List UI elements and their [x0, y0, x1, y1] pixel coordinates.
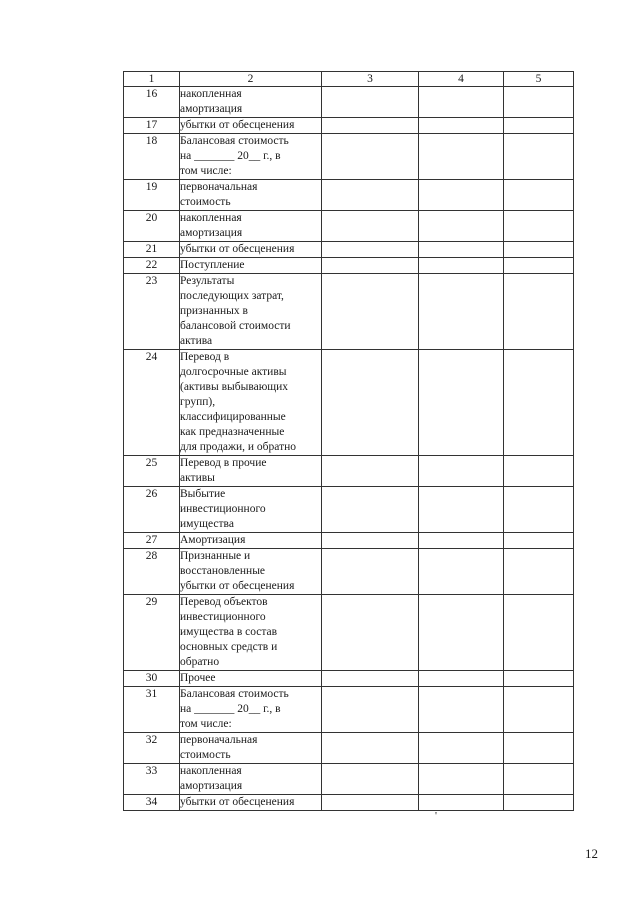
row-number: 31 — [124, 687, 180, 733]
row-indicator — [180, 211, 322, 242]
value-cell-col-3 — [322, 687, 419, 733]
value-cell-col-3 — [322, 350, 419, 456]
indicator-line: Признанные и — [180, 550, 251, 562]
value-cell-col-4 — [419, 671, 504, 687]
indicator-line: амортизация — [180, 227, 243, 239]
indicator-line: накопленная — [180, 212, 242, 224]
value-cell-col-5 — [504, 180, 574, 211]
value-cell-col-3 — [322, 274, 419, 350]
value-cell-col-5 — [504, 764, 574, 795]
value-cell-col-4 — [419, 456, 504, 487]
value-cell-col-5 — [504, 671, 574, 687]
indicator-line: том числе: — [180, 718, 232, 730]
value-cell-col-4 — [419, 549, 504, 595]
indicator-line: восстановленные — [180, 565, 266, 577]
value-cell-col-3 — [322, 87, 419, 118]
indicator-line: убытки от обесценения — [180, 796, 295, 808]
header-row — [124, 72, 574, 87]
indicator-line: Амортизация — [180, 534, 246, 546]
value-cell-col-5 — [504, 687, 574, 733]
table-row — [124, 671, 574, 687]
row-number: 21 — [124, 242, 180, 258]
row-indicator — [180, 533, 322, 549]
indicator-line: групп), — [180, 396, 216, 408]
row-number: 29 — [124, 595, 180, 671]
table-row — [124, 87, 574, 118]
indicator-line: стоимость — [180, 749, 231, 761]
row-number: 18 — [124, 134, 180, 180]
value-cell-col-3 — [322, 118, 419, 134]
indicator-line: активы — [180, 472, 215, 484]
table-row — [124, 456, 574, 487]
value-cell-col-3 — [322, 733, 419, 764]
indicator-line: том числе: — [180, 165, 232, 177]
value-cell-col-3 — [322, 456, 419, 487]
value-cell-col-5 — [504, 274, 574, 350]
value-cell-col-5 — [504, 258, 574, 274]
value-cell-col-3 — [322, 211, 419, 242]
indicator-line: инвестиционного — [180, 611, 266, 623]
indicator-line: убытки от обесценения — [180, 580, 295, 592]
indicator-line: на _______ 20__ г., в — [180, 150, 281, 162]
indicator-line: Перевод в — [180, 351, 230, 363]
value-cell-col-5 — [504, 549, 574, 595]
row-indicator — [180, 258, 322, 274]
indicator-line: основных средств и — [180, 641, 278, 653]
table-row — [124, 350, 574, 456]
row-number: 26 — [124, 487, 180, 533]
indicator-line: актива — [180, 335, 213, 347]
row-indicator — [180, 87, 322, 118]
table-row — [124, 733, 574, 764]
table-row — [124, 242, 574, 258]
value-cell-col-5 — [504, 211, 574, 242]
row-indicator — [180, 180, 322, 211]
value-cell-col-5 — [504, 350, 574, 456]
value-cell-col-4 — [419, 211, 504, 242]
indicator-line: последующих затрат, — [180, 290, 284, 302]
value-cell-col-3 — [322, 487, 419, 533]
value-cell-col-3 — [322, 242, 419, 258]
table-row — [124, 274, 574, 350]
table-row — [124, 687, 574, 733]
value-cell-col-3 — [322, 764, 419, 795]
value-cell-col-5 — [504, 533, 574, 549]
indicator-line: амортизация — [180, 103, 243, 115]
table-row — [124, 487, 574, 533]
indicator-line: на _______ 20__ г., в — [180, 703, 281, 715]
indicator-line: признанных в — [180, 305, 248, 317]
value-cell-col-4 — [419, 87, 504, 118]
indicator-line: амортизация — [180, 780, 243, 792]
row-indicator — [180, 795, 322, 811]
indicator-line: Перевод в прочие — [180, 457, 267, 469]
row-number: 28 — [124, 549, 180, 595]
row-indicator — [180, 487, 322, 533]
row-indicator — [180, 242, 322, 258]
row-indicator — [180, 687, 322, 733]
table-row — [124, 764, 574, 795]
table-row — [124, 211, 574, 242]
value-cell-col-3 — [322, 258, 419, 274]
value-cell-col-3 — [322, 134, 419, 180]
indicator-line: (активы выбывающих — [180, 381, 289, 393]
row-number: 32 — [124, 733, 180, 764]
indicator-line: Перевод объектов — [180, 596, 268, 608]
indicator-line: имущества в состав — [180, 626, 278, 638]
report-table — [123, 71, 574, 811]
row-number: 20 — [124, 211, 180, 242]
value-cell-col-4 — [419, 487, 504, 533]
table-row — [124, 595, 574, 671]
indicator-line: долгосрочные активы — [180, 366, 287, 378]
header-col-4: 4 — [419, 72, 504, 87]
table-row — [124, 795, 574, 811]
indicator-line: как предназначенные — [180, 426, 285, 438]
value-cell-col-4 — [419, 134, 504, 180]
indicator-line: Балансовая стоимость — [180, 135, 289, 147]
row-indicator — [180, 134, 322, 180]
indicator-line: имущества — [180, 518, 234, 530]
header-col-3: 3 — [322, 72, 419, 87]
table-row — [124, 134, 574, 180]
value-cell-col-5 — [504, 242, 574, 258]
row-number: 27 — [124, 533, 180, 549]
indicator-line: стоимость — [180, 196, 231, 208]
value-cell-col-5 — [504, 118, 574, 134]
row-number: 16 — [124, 87, 180, 118]
table-body — [124, 87, 574, 811]
row-indicator — [180, 456, 322, 487]
row-number: 30 — [124, 671, 180, 687]
header-col-2: 2 — [180, 72, 322, 87]
row-number: 23 — [124, 274, 180, 350]
row-indicator — [180, 350, 322, 456]
indicator-line: первоначальная — [180, 734, 258, 746]
row-number: 33 — [124, 764, 180, 795]
row-indicator — [180, 118, 322, 134]
value-cell-col-5 — [504, 595, 574, 671]
indicator-line: Результаты — [180, 275, 235, 287]
row-number: 17 — [124, 118, 180, 134]
indicator-line: убытки от обесценения — [180, 243, 295, 255]
row-indicator — [180, 549, 322, 595]
value-cell-col-4 — [419, 595, 504, 671]
indicator-line: Выбытие — [180, 488, 226, 500]
value-cell-col-5 — [504, 487, 574, 533]
header-col-5: 5 — [504, 72, 574, 87]
value-cell-col-4 — [419, 118, 504, 134]
value-cell-col-4 — [419, 258, 504, 274]
value-cell-col-4 — [419, 242, 504, 258]
indicator-line: инвестиционного — [180, 503, 266, 515]
value-cell-col-5 — [504, 456, 574, 487]
table-row — [124, 549, 574, 595]
row-indicator — [180, 671, 322, 687]
row-number: 19 — [124, 180, 180, 211]
value-cell-col-4 — [419, 733, 504, 764]
value-cell-col-5 — [504, 87, 574, 118]
indicator-line: классифицированные — [180, 411, 286, 423]
value-cell-col-4 — [419, 180, 504, 211]
indicator-line: накопленная — [180, 88, 242, 100]
value-cell-col-3 — [322, 549, 419, 595]
value-cell-col-4 — [419, 350, 504, 456]
indicator-line: Поступление — [180, 259, 245, 271]
indicator-line: балансовой стоимости — [180, 320, 291, 332]
indicator-line: первоначальная — [180, 181, 258, 193]
indicator-line: накопленная — [180, 765, 242, 777]
value-cell-col-4 — [419, 764, 504, 795]
header-col-1: 1 — [124, 72, 180, 87]
value-cell-col-5 — [504, 134, 574, 180]
indicator-line: Прочее — [180, 672, 216, 684]
row-indicator — [180, 274, 322, 350]
row-number: 25 — [124, 456, 180, 487]
table-row — [124, 118, 574, 134]
row-number: 34 — [124, 795, 180, 811]
value-cell-col-4 — [419, 533, 504, 549]
indicator-line: убытки от обесценения — [180, 119, 295, 131]
row-indicator — [180, 595, 322, 671]
indicator-line: Балансовая стоимость — [180, 688, 289, 700]
row-number: 24 — [124, 350, 180, 456]
value-cell-col-5 — [504, 795, 574, 811]
value-cell-col-4 — [419, 274, 504, 350]
table-row — [124, 533, 574, 549]
indicator-line: для продажи, и обратно — [180, 441, 296, 453]
page-mark: ' — [435, 810, 437, 822]
page-number: 12 — [585, 846, 598, 861]
row-indicator — [180, 733, 322, 764]
row-number: 22 — [124, 258, 180, 274]
indicator-line: обратно — [180, 656, 220, 668]
value-cell-col-3 — [322, 671, 419, 687]
value-cell-col-4 — [419, 687, 504, 733]
value-cell-col-3 — [322, 795, 419, 811]
table-row — [124, 258, 574, 274]
row-indicator — [180, 764, 322, 795]
value-cell-col-3 — [322, 533, 419, 549]
value-cell-col-5 — [504, 733, 574, 764]
value-cell-col-3 — [322, 180, 419, 211]
table-row — [124, 180, 574, 211]
value-cell-col-4 — [419, 795, 504, 811]
value-cell-col-3 — [322, 595, 419, 671]
